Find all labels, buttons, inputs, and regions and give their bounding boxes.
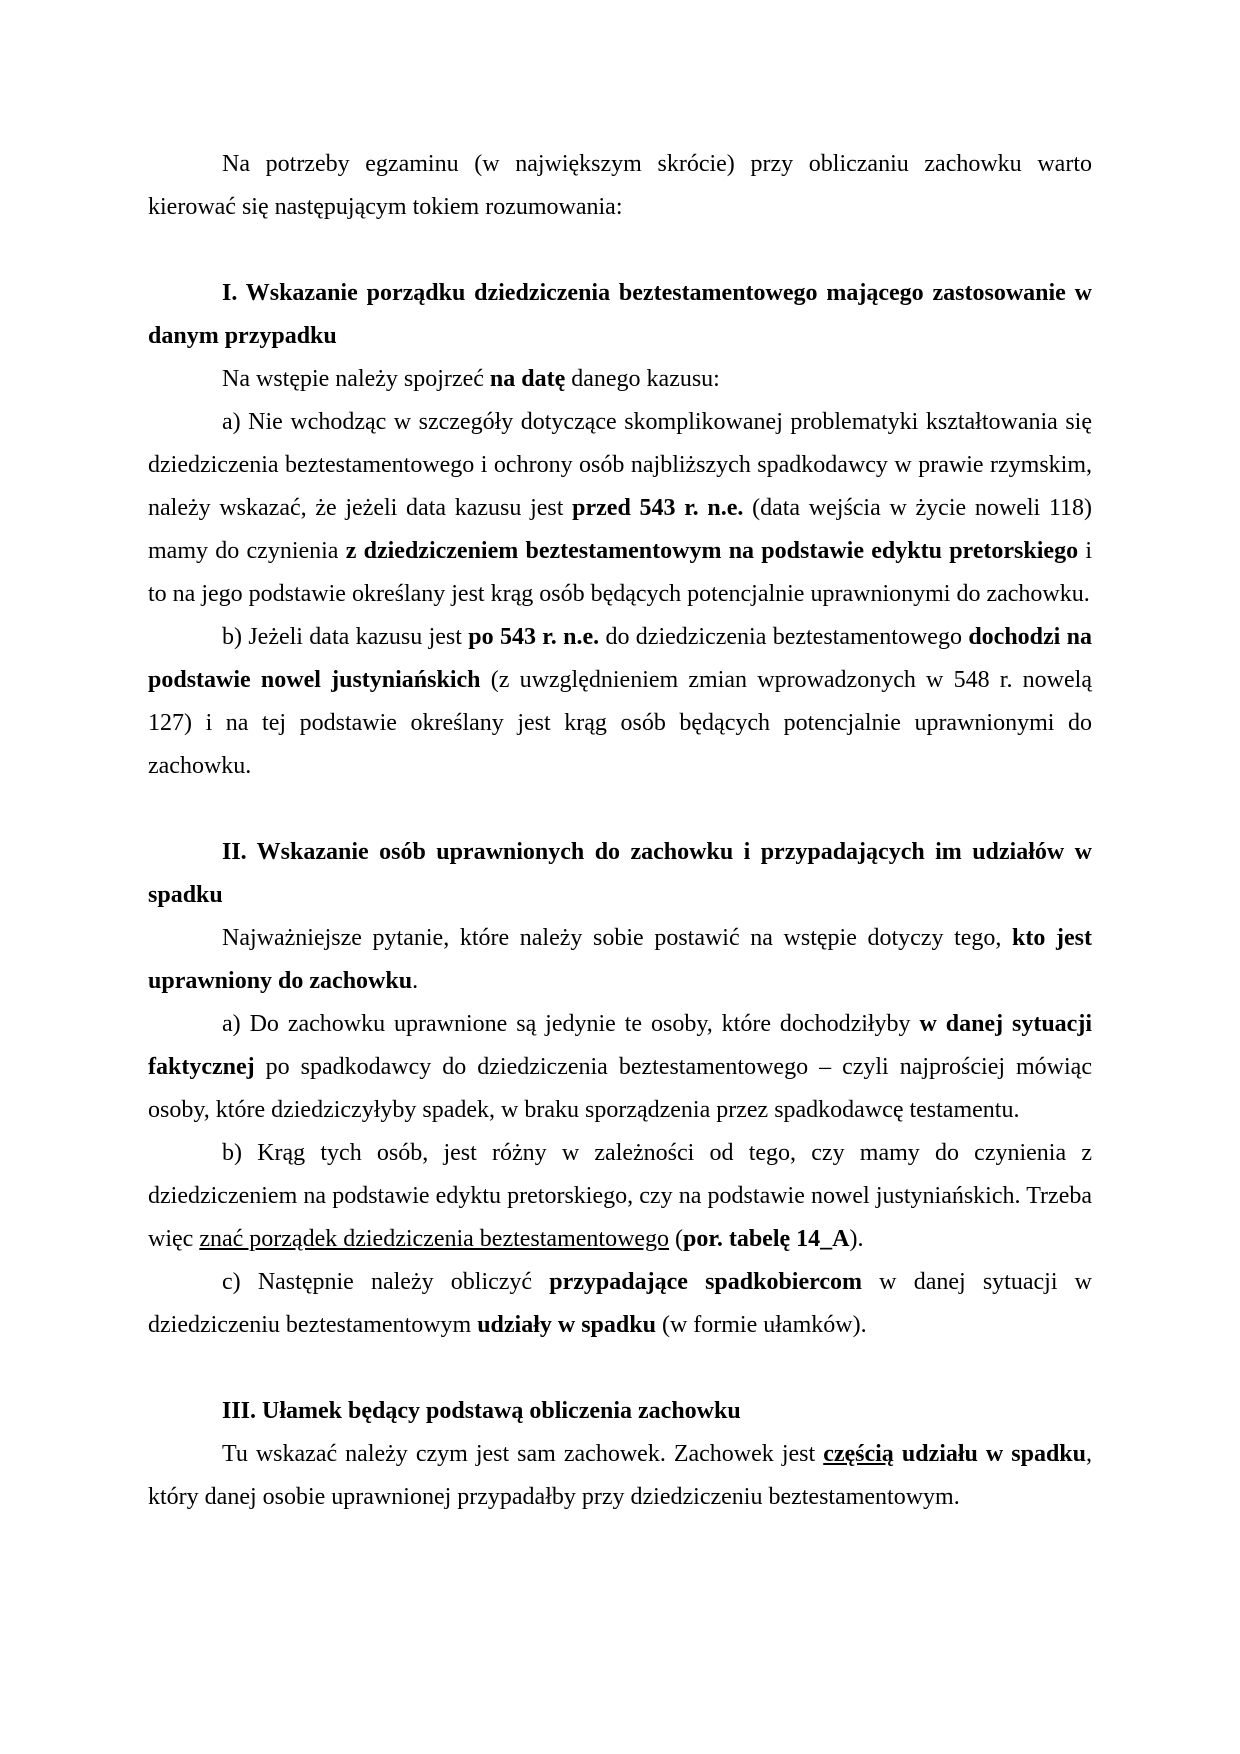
- intro-paragraph: Na potrzeby egzaminu (w największym skrócie) przy obliczaniu zachowku warto kierować się następującym tokiem rozumowania:: [148, 151, 1092, 220]
- section-1-paragraph-b: b) Jeżeli data kazusu jest po 543 r. n.e. do dziedziczenia beztestamentowego dochodzi na podstawie nowel justyniańskich (z uwzględnieniem zmian wprowadzonych w 548 r. nowelą 127) i na tej podstawie określany jest krąg osób będących potencjalnie uprawnionymi do zachowku.: [148, 624, 1093, 779]
- section-1-paragraph-a: a) Nie wchodząc w szczegóły dotyczące skomplikowanej problematyki kształtowania się dziedziczenia beztestamentowego i ochrony osób najbliższych spadkodawcy w prawie rzymskim, należy wskazać, że jeżeli data kazusu jest przed 543 r. n.e. (data wejścia w życie noweli 118) mamy do czynienia z dziedziczeniem beztestamentowym na podstawie edyktu pretorskiego i to na jego podstawie określany jest krąg osób będących potencjalnie uprawnionymi do zachowku.: [148, 409, 1093, 607]
- section-2-paragraph-intro: Najważniejsze pytanie, które należy sobie postawić na wstępie dotyczy tego, kto jest uprawniony do zachowku.: [148, 925, 1092, 994]
- section-1-heading: I. Wskazanie porządku dziedziczenia beztestamentowego mającego zastosowanie w danym przypadku: [148, 280, 1092, 349]
- spacer: [148, 229, 1092, 272]
- spacer: [148, 1347, 1092, 1390]
- section-3-paragraph-intro: Tu wskazać należy czym jest sam zachowek. Zachowek jest częścią udziału w spadku, który danej osobie uprawnionej przypadałby przy dziedziczeniu beztestamentowym.: [148, 1441, 1092, 1510]
- underlined-phrase: znać porządek dziedziczenia beztestamentowego: [199, 1226, 670, 1252]
- section-2-paragraph-b: b) Krąg tych osób, jest różny w zależności od tego, czy mamy do czynienia z dziedziczeniem na podstawie edyktu pretorskiego, czy na podstawie nowel justyniańskich. Trzeba więc znać porządek dziedziczenia beztestamentowego (por. tabelę 14_A).: [148, 1140, 1092, 1252]
- section-2-heading: II. Wskazanie osób uprawnionych do zachowku i przypadających im udziałów w spadku: [148, 839, 1092, 908]
- underlined-bold-phrase: częścią: [823, 1441, 894, 1467]
- document-page: [148, 143, 1092, 1519]
- section-3-heading: III. Ułamek będący podstawą obliczenia zachowku: [222, 1398, 741, 1424]
- section-2-paragraph-c: c) Następnie należy obliczyć przypadające spadkobiercom w danej sytuacji w dziedziczeniu beztestamentowym udziały w spadku (w formie ułamków).: [148, 1269, 1093, 1338]
- spacer: [148, 788, 1092, 831]
- section-1-paragraph-intro: Na wstępie należy spojrzeć na datę danego kazusu:: [222, 366, 720, 392]
- section-2-paragraph-a: a) Do zachowku uprawnione są jedynie te osoby, które dochodziłyby w danej sytuacji faktycznej po spadkodawcy do dziedziczenia beztestamentowego – czyli najprościej mówiąc osoby, które dziedziczyłyby spadek, w braku sporządzenia przez spadkodawcę testamentu.: [148, 1011, 1092, 1123]
